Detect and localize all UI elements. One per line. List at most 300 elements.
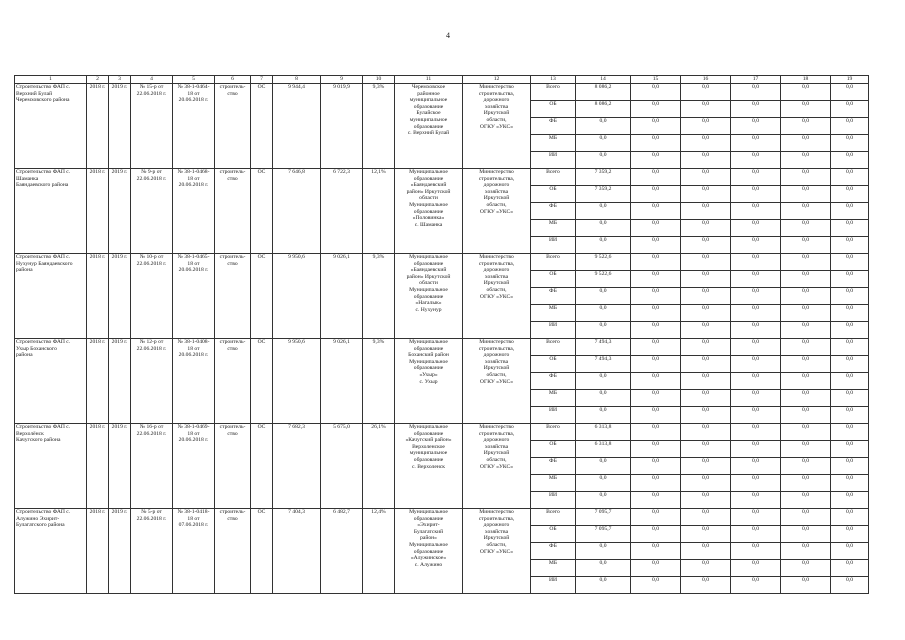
funding-source-cell-text: Всего (546, 169, 560, 175)
funding-source-cell-text: ОБ (549, 271, 557, 277)
amount-cell-text: 0,0 (752, 152, 759, 158)
form-cell (251, 84, 273, 169)
amount-cell-text: 0,0 (752, 271, 759, 277)
amount-cell-text: 0,0 (752, 424, 759, 430)
funding-source-cell-text: ФБ (549, 203, 557, 209)
amount-cell-text: 0,0 (846, 305, 853, 311)
header-cell: 15 (631, 76, 681, 84)
amount-cell-text: 0,0 (752, 169, 759, 175)
amount-cell-text: 0,0 (846, 509, 853, 515)
ministry-cell-text: Министерство строительства, дорожного хозяйства Иркутской области, ОГКУ «УКС» (478, 254, 515, 300)
estimated-cost-cell (273, 509, 321, 594)
amount-cell (731, 101, 781, 118)
form-cell (251, 169, 273, 254)
funding-source-cell (531, 424, 576, 441)
funding-source-cell-text: ИИ (548, 492, 558, 498)
amount-cell-text: 0,0 (802, 492, 809, 498)
header-cell: 8 (273, 76, 321, 84)
amount-cell-text: 0,0 (599, 390, 607, 396)
work-type-cell-text: строитель- ство (219, 424, 246, 437)
amount-cell (831, 492, 869, 509)
savings-percent-cell-text: 26,1% (371, 424, 386, 430)
funding-source-cell-text: ИИ (548, 407, 558, 413)
amount-cell-text: 0,0 (652, 526, 659, 532)
savings-percent-cell (363, 254, 395, 339)
amount-cell-text: 0,0 (802, 458, 809, 464)
amount-cell-text: 0,0 (752, 288, 759, 294)
amount-cell (631, 271, 681, 288)
amount-cell-text: 0,0 (599, 475, 607, 481)
amount-cell-text: 0,0 (599, 492, 607, 498)
amount-cell (731, 526, 781, 543)
expertise-cell (173, 84, 215, 169)
amount-cell-text: 0,0 (702, 492, 709, 498)
amount-cell (831, 254, 869, 271)
amount-cell-text: 0,0 (652, 305, 659, 311)
amount-cell (576, 543, 631, 560)
funding-source-cell-text: ФБ (549, 458, 557, 464)
work-type-cell-text: строитель- ство (219, 84, 246, 97)
amount-cell-text: 0,0 (652, 322, 659, 328)
amount-cell-text: 7 359,2 (594, 186, 612, 192)
amount-cell-text: 0,0 (802, 373, 809, 379)
amount-cell-text: 0,0 (702, 84, 709, 90)
header-cell: 7 (251, 76, 273, 84)
amount-cell-text: 0,0 (652, 458, 659, 464)
amount-cell (631, 441, 681, 458)
project-row (15, 84, 869, 101)
funding-source-cell-text: ОБ (549, 101, 557, 107)
amount-cell-text: 0,0 (702, 339, 709, 345)
funding-source-cell (531, 220, 576, 237)
amount-cell-text: 0,0 (652, 560, 659, 566)
amount-cell-text: 0,0 (652, 407, 659, 413)
header-cell: 12 (463, 76, 531, 84)
end-year-cell (109, 254, 131, 339)
amount-cell (631, 237, 681, 254)
contract-price-cell (321, 509, 363, 594)
amount-cell (576, 118, 631, 135)
amount-cell (731, 237, 781, 254)
amount-cell-text: 0,0 (802, 288, 809, 294)
decision-doc-cell-text: № 12-р от 22.06.2018 г. (136, 339, 167, 352)
amount-cell-text: 0,0 (846, 288, 853, 294)
header-cell: 13 (531, 76, 576, 84)
amount-cell (731, 407, 781, 424)
amount-cell (681, 135, 731, 152)
amount-cell-text: 6 313,8 (594, 441, 612, 447)
amount-cell (781, 509, 831, 526)
amount-cell (681, 509, 731, 526)
amount-cell-text: 0,0 (652, 101, 659, 107)
amount-cell-text: 0,0 (702, 543, 709, 549)
amount-cell-text: 0,0 (702, 577, 709, 583)
amount-cell-text: 0,0 (846, 152, 853, 158)
amount-cell (576, 152, 631, 169)
form-cell-text: ОС (257, 339, 266, 345)
funding-source-cell-text: ФБ (549, 118, 557, 124)
amount-cell (576, 84, 631, 101)
amount-cell-text: 7 095,7 (594, 509, 612, 515)
project-row (15, 169, 869, 186)
start-year-cell-text: 2018 г. (89, 254, 106, 260)
amount-cell (631, 560, 681, 577)
amount-cell (781, 390, 831, 407)
amount-cell (681, 560, 731, 577)
amount-cell (781, 458, 831, 475)
amount-cell (731, 424, 781, 441)
amount-cell (681, 475, 731, 492)
header-cell: 2 (87, 76, 109, 84)
amount-cell (781, 373, 831, 390)
amount-cell (681, 441, 731, 458)
amount-cell (781, 118, 831, 135)
amount-cell (681, 492, 731, 509)
savings-percent-cell-text: 9,3% (372, 84, 385, 90)
amount-cell (631, 424, 681, 441)
header-cell: 18 (781, 76, 831, 84)
savings-percent-cell-text: 12,1% (371, 169, 386, 175)
amount-cell-text: 0,0 (752, 458, 759, 464)
amount-cell (631, 373, 681, 390)
funding-source-cell (531, 339, 576, 356)
amount-cell-text: 0,0 (752, 339, 759, 345)
funding-source-cell-text: ОБ (549, 186, 557, 192)
amount-cell (731, 305, 781, 322)
funding-source-cell-text: Всего (546, 254, 560, 260)
amount-cell-text: 7 494,3 (594, 339, 612, 345)
amount-cell (831, 356, 869, 373)
work-type-cell (215, 424, 251, 509)
amount-cell-text: 0,0 (702, 407, 709, 413)
amount-cell (831, 152, 869, 169)
funding-source-cell (531, 186, 576, 203)
funding-source-cell-text: Всего (546, 509, 560, 515)
work-type-cell-text: строитель- ство (219, 169, 246, 182)
amount-cell-text: 0,0 (702, 424, 709, 430)
amount-cell-text: 0,0 (802, 441, 809, 447)
amount-cell-text: 0,0 (846, 203, 853, 209)
amount-cell (831, 135, 869, 152)
amount-cell (631, 101, 681, 118)
header-cell: 16 (681, 76, 731, 84)
client-cell (395, 509, 463, 594)
amount-cell-text: 0,0 (752, 237, 759, 243)
amount-cell (731, 169, 781, 186)
amount-cell (781, 237, 831, 254)
amount-cell (781, 186, 831, 203)
client-cell-text: Муниципальное образование «Эхирит- Булагатский район» Муниципальное образование «Алужинское» с. Алужино (409, 509, 448, 568)
amount-cell-text: 0,0 (652, 288, 659, 294)
amount-cell-text: 0,0 (846, 84, 853, 90)
client-cell-text: Муниципальное образование «Качугский район» Верхоленское муниципальное образование с. Верхоленск (405, 424, 452, 470)
amount-cell-text: 0,0 (752, 475, 759, 481)
work-type-cell (215, 509, 251, 594)
amount-cell-text: 7 095,7 (594, 526, 612, 532)
amount-cell-text: 0,0 (802, 339, 809, 345)
amount-cell (576, 322, 631, 339)
work-type-cell-text: строитель- ство (219, 254, 246, 267)
funding-source-cell-text: МБ (548, 135, 558, 141)
amount-cell (681, 169, 731, 186)
form-cell-text: ОС (257, 169, 266, 175)
decision-doc-cell (131, 254, 173, 339)
amount-cell (831, 118, 869, 135)
amount-cell (831, 560, 869, 577)
amount-cell (631, 152, 681, 169)
funding-source-cell (531, 305, 576, 322)
amount-cell (576, 441, 631, 458)
amount-cell (681, 322, 731, 339)
amount-cell (681, 339, 731, 356)
funding-source-cell (531, 271, 576, 288)
amount-cell (831, 509, 869, 526)
funding-source-cell-text: МБ (548, 560, 558, 566)
amount-cell-text: 0,0 (599, 237, 607, 243)
amount-cell (631, 254, 681, 271)
amount-cell (576, 373, 631, 390)
amount-cell (831, 186, 869, 203)
amount-cell-text: 0,0 (752, 356, 759, 362)
amount-cell (576, 203, 631, 220)
contract-price-cell (321, 339, 363, 424)
object-name-cell (15, 339, 87, 424)
amount-cell (831, 390, 869, 407)
amount-cell-text: 0,0 (752, 186, 759, 192)
amount-cell-text: 0,0 (599, 203, 607, 209)
expertise-cell-text: № 38-1-0408- 18 от 20.06.2018 г. (177, 339, 210, 359)
contract-price-cell-text: 9 019,9 (333, 84, 350, 90)
amount-cell-text: 0,0 (802, 526, 809, 532)
amount-cell (631, 135, 681, 152)
decision-doc-cell (131, 84, 173, 169)
estimated-cost-cell-text: 9 944,4 (288, 84, 305, 90)
amount-cell (731, 560, 781, 577)
amount-cell (631, 322, 681, 339)
object-name-cell-text: Строительство ФАП с. Ухыр Боханского района (16, 339, 71, 359)
end-year-cell-text: 2019 г. (111, 84, 128, 90)
amount-cell-text: 0,0 (652, 373, 659, 379)
funding-source-cell-text: ОБ (549, 526, 557, 532)
amount-cell-text: 0,0 (752, 322, 759, 328)
funding-source-cell-text: МБ (548, 475, 558, 481)
amount-cell (631, 186, 681, 203)
funding-source-cell-text: МБ (548, 305, 558, 311)
funding-source-cell (531, 118, 576, 135)
amount-cell-text: 0,0 (702, 135, 709, 141)
ministry-cell-text: Министерство строительства, дорожного хозяйства Иркутской области, ОГКУ «УКС» (478, 339, 515, 385)
amount-cell-text: 8 086,2 (594, 84, 612, 90)
amount-cell (631, 356, 681, 373)
decision-doc-cell-text: № 10-р от 22.06.2018 г. (136, 254, 167, 267)
amount-cell-text: 0,0 (652, 135, 659, 141)
amount-cell (781, 305, 831, 322)
amount-cell (576, 135, 631, 152)
amount-cell-text: 0,0 (702, 441, 709, 447)
decision-doc-cell (131, 169, 173, 254)
amount-cell-text: 0,0 (702, 271, 709, 277)
estimated-cost-cell (273, 339, 321, 424)
amount-cell-text: 0,0 (599, 220, 607, 226)
funding-source-cell (531, 407, 576, 424)
start-year-cell (87, 254, 109, 339)
amount-cell (831, 169, 869, 186)
amount-cell (781, 84, 831, 101)
header-row (15, 76, 869, 84)
amount-cell-text: 0,0 (702, 220, 709, 226)
amount-cell (681, 373, 731, 390)
amount-cell-text: 0,0 (599, 118, 607, 124)
amount-cell (731, 373, 781, 390)
amount-cell (631, 84, 681, 101)
ministry-cell (463, 424, 531, 509)
amount-cell-text: 0,0 (752, 577, 759, 583)
amount-cell-text: 0,0 (846, 407, 853, 413)
header-cell: 6 (215, 76, 251, 84)
funding-source-cell (531, 390, 576, 407)
start-year-cell-text: 2018 г. (89, 339, 106, 345)
amount-cell-text: 0,0 (846, 356, 853, 362)
amount-cell-text: 0,0 (599, 135, 607, 141)
amount-cell (576, 254, 631, 271)
amount-cell-text: 0,0 (846, 577, 853, 583)
ministry-cell (463, 84, 531, 169)
header-cell: 3 (109, 76, 131, 84)
savings-percent-cell-text: 12,4% (371, 509, 386, 515)
amount-cell-text: 0,0 (802, 271, 809, 277)
amount-cell (681, 543, 731, 560)
amount-cell-text: 6 313,8 (594, 424, 612, 430)
client-cell (395, 254, 463, 339)
amount-cell-text: 0,0 (652, 424, 659, 430)
amount-cell (631, 203, 681, 220)
amount-cell-text: 0,0 (846, 101, 853, 107)
amount-cell-text: 0,0 (702, 254, 709, 260)
amount-cell (731, 271, 781, 288)
funding-source-cell (531, 509, 576, 526)
funding-source-cell-text: ФБ (549, 373, 557, 379)
amount-cell-text: 0,0 (702, 237, 709, 243)
amount-cell-text: 0,0 (652, 237, 659, 243)
estimated-cost-cell-text: 9 950,6 (288, 254, 305, 260)
estimated-cost-cell-text: 7 404,3 (288, 509, 305, 515)
amount-cell-text: 0,0 (652, 492, 659, 498)
amount-cell-text: 0,0 (702, 356, 709, 362)
amount-cell (681, 203, 731, 220)
ministry-cell-text: Министерство строительства, дорожного хозяйства Иркутской области, ОГКУ «УКС» (478, 84, 515, 130)
amount-cell (631, 288, 681, 305)
amount-cell (831, 220, 869, 237)
expertise-cell (173, 254, 215, 339)
amount-cell (576, 492, 631, 509)
amount-cell-text: 0,0 (802, 135, 809, 141)
amount-cell (731, 203, 781, 220)
header-cell: 14 (576, 76, 631, 84)
amount-cell-text: 0,0 (702, 186, 709, 192)
form-cell-text: ОС (257, 509, 266, 515)
amount-cell-text: 0,0 (846, 220, 853, 226)
form-cell (251, 254, 273, 339)
amount-cell (731, 322, 781, 339)
expertise-cell-text: № 38-1-0469- 18 от 20.06.2018 г. (177, 424, 210, 444)
amount-cell (576, 220, 631, 237)
header-cell: 19 (831, 76, 869, 84)
amount-cell-text: 0,0 (802, 509, 809, 515)
amount-cell (576, 458, 631, 475)
ministry-cell-text: Министерство строительства, дорожного хозяйства Иркутской области, ОГКУ «УКС» (478, 509, 515, 555)
contract-price-cell (321, 254, 363, 339)
form-cell-text: ОС (257, 254, 266, 260)
amount-cell (731, 254, 781, 271)
amount-cell-text: 7 494,3 (594, 356, 612, 362)
amount-cell-text: 0,0 (702, 203, 709, 209)
amount-cell (731, 492, 781, 509)
funding-source-cell (531, 373, 576, 390)
funding-source-cell (531, 84, 576, 101)
funding-source-cell-text: ФБ (549, 288, 557, 294)
amount-cell-text: 0,0 (599, 305, 607, 311)
amount-cell (831, 577, 869, 594)
amount-cell-text: 0,0 (652, 543, 659, 549)
start-year-cell (87, 509, 109, 594)
amount-cell-text: 0,0 (652, 271, 659, 277)
amount-cell (781, 339, 831, 356)
amount-cell-text: 8 086,2 (594, 101, 612, 107)
amount-cell-text: 0,0 (702, 305, 709, 311)
start-year-cell-text: 2018 г. (89, 509, 106, 515)
amount-cell (731, 475, 781, 492)
funding-source-cell (531, 322, 576, 339)
savings-percent-cell-text: 9,3% (372, 254, 385, 260)
end-year-cell (109, 509, 131, 594)
amount-cell (781, 492, 831, 509)
object-name-cell-text: Строительство ФАП с. Верхний Булай Черемховского района (16, 84, 71, 104)
amount-cell (576, 475, 631, 492)
header-cell: 9 (321, 76, 363, 84)
amount-cell (681, 152, 731, 169)
amount-cell-text: 0,0 (752, 543, 759, 549)
contract-price-cell-text: 5 675,0 (333, 424, 350, 430)
amount-cell (576, 526, 631, 543)
amount-cell (781, 322, 831, 339)
amount-cell (631, 475, 681, 492)
ministry-cell-text: Министерство строительства, дорожного хозяйства Иркутской области, ОГКУ «УКС» (478, 169, 515, 215)
object-name-cell (15, 84, 87, 169)
amount-cell (681, 254, 731, 271)
amount-cell (681, 118, 731, 135)
ministry-cell (463, 169, 531, 254)
amount-cell-text: 0,0 (802, 424, 809, 430)
start-year-cell (87, 84, 109, 169)
amount-cell-text: 0,0 (752, 101, 759, 107)
start-year-cell-text: 2018 г. (89, 169, 106, 175)
expertise-cell-text: № 38-1-0468- 18 от 20.06.2018 г. (177, 169, 210, 189)
project-row (15, 339, 869, 356)
object-name-cell-text: Строительство ФАП с. Верхолёнск Качугского района (16, 424, 71, 444)
amount-cell (631, 526, 681, 543)
amount-cell (576, 186, 631, 203)
amount-cell-text: 0,0 (652, 203, 659, 209)
object-name-cell (15, 254, 87, 339)
amount-cell (781, 220, 831, 237)
end-year-cell-text: 2019 г. (111, 424, 128, 430)
client-cell (395, 339, 463, 424)
funding-source-cell (531, 458, 576, 475)
funding-source-cell (531, 543, 576, 560)
funding-source-cell-text: ИИ (548, 237, 558, 243)
amount-cell-text: 0,0 (802, 560, 809, 566)
amount-cell-text: 0,0 (846, 526, 853, 532)
